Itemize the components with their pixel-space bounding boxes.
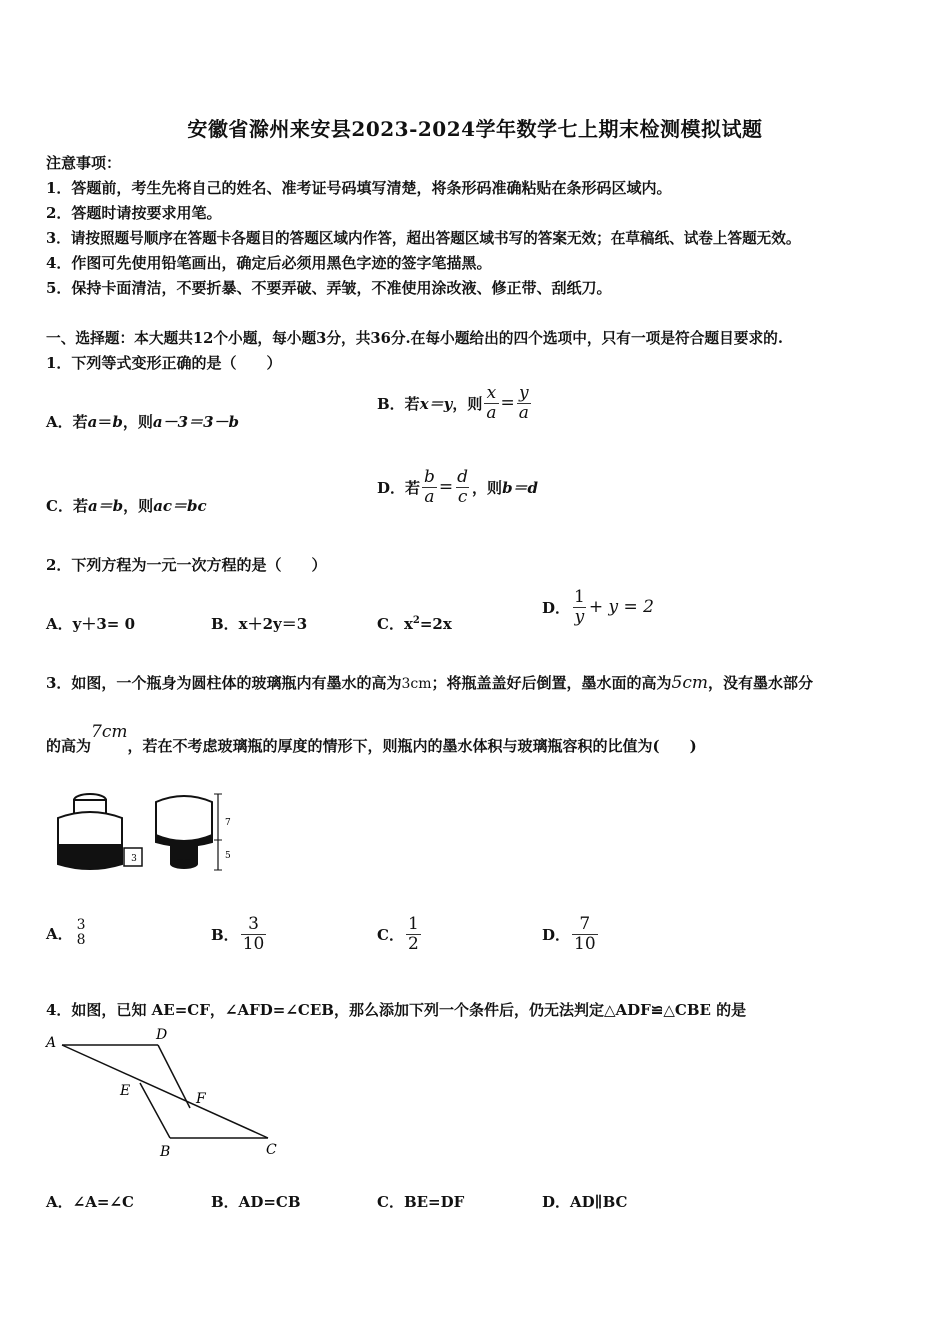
note-item: 1．答题前，考生先将自己的姓名、准考证号码填写清楚，将条形码准确粘贴在条形码区域内。 [46,179,672,197]
fraction: 3 8 [76,917,86,949]
q2-option-b: B．x＋2y＝3 [211,615,308,633]
q4-option-c: C．BE=DF [377,1193,465,1211]
fraction: $\frac{y}{a}$ [518,383,529,423]
point-label-a: A [46,1035,57,1051]
fraction: $\frac{3}{10}$ [242,914,265,954]
fraction: $\frac{b}{a}$ [424,467,435,507]
point-label-c: C [266,1142,277,1158]
q3-option-d: D． $\frac{7}{10}$ [542,914,596,954]
notes-heading: 注意事项： [46,154,122,172]
fig-label-5: 5 [225,851,231,861]
fraction: $\frac{1}{y}$ [574,587,585,627]
q3-option-a: A． 3 8 [46,917,86,949]
q2-option-c: C．$x^2=2x$ [377,615,452,633]
page-title: 安徽省滁州来安县2023-2024学年数学七上期末检测模拟试题 [187,117,763,141]
bottle-figure [50,790,245,875]
q4-option-a: A．∠A=∠C [46,1193,134,1211]
fraction: $\frac{7}{10}$ [574,914,596,954]
q3-option-c: C． $\frac{1}{2}$ [377,914,419,954]
q1-option-b: B．若 x＝y ，则 $\frac{x}{a}$ = $\frac{y}{a}$ [377,383,529,423]
q4-option-b: B．AD=CB [211,1193,301,1211]
fraction: $\frac{1}{2}$ [407,914,419,954]
note-item: 5．保持卡面清洁，不要折暴、不要弄破、弄皱，不准使用涂改液、修正带、刮纸刀。 [46,279,612,297]
q4-option-d: D．AD∥BC [542,1193,628,1211]
q2-option-a: A．y＋3= 0 [46,615,136,633]
fig-label-3: 3 [131,854,137,864]
section-heading: 一、选择题：本大题共12个小题，每小题3分，共36分.在每小题给出的四个选项中，只有一项是符合题目要求的. [46,330,783,347]
point-label-e: E [120,1083,131,1099]
q2-option-d: D． $\frac{1}{y}$ + y = 2 [542,587,654,627]
note-item: 4．作图可先使用铅笔画出，确定后必须用黑色字迹的签字笔描黑。 [46,254,492,272]
fig-label-7: 7 [225,818,231,828]
q3-stem-line1: 3．如图，一个瓶身为圆柱体的玻璃瓶内有墨水的高为3cm；将瓶盖盖好后倒置，墨水面的高为5cm，没有墨水部分 [46,673,813,693]
q1-option-c: C．若a＝b，则ac＝bc [46,497,207,515]
geometry-figure [40,1025,290,1160]
q4-stem: 4．如图，已知 AE=CF，∠AFD=∠CEB，那么添加下列一个条件后，仍无法判定△ADF≌△CBE 的是 [46,1001,747,1019]
q1-stem: 1．下列等式变形正确的是（ ） [46,354,282,372]
fraction: $\frac{x}{a}$ [486,383,497,423]
note-item: 3．请按照题号顺序在答题卡各题目的答题区域内作答，超出答题区域书写的答案无效；在草稿纸、试卷上答题无效。 [46,230,801,247]
q1-option-d: D．若 $\frac{b}{a}$ = $\frac{d}{c}$ ，则 b＝d [377,467,539,507]
q2-stem: 2．下列方程为一元一次方程的是（ ） [46,556,327,574]
q3-stem-line2: 的高为7cm，若在不考虑玻璃瓶的厚度的情形下，则瓶内的墨水体积与玻璃瓶容积的比值为( ) [46,722,697,755]
q3-option-b: B． $\frac{3}{10}$ [211,914,265,954]
point-label-d: D [156,1027,168,1043]
note-item: 2．答题时请按要求用笔。 [46,204,222,222]
q1-option-a: A．若a＝b，则a－3＝3－b [46,413,239,431]
point-label-b: B [160,1144,171,1160]
fraction: $\frac{d}{c}$ [457,467,469,507]
point-label-f: F [196,1091,206,1107]
